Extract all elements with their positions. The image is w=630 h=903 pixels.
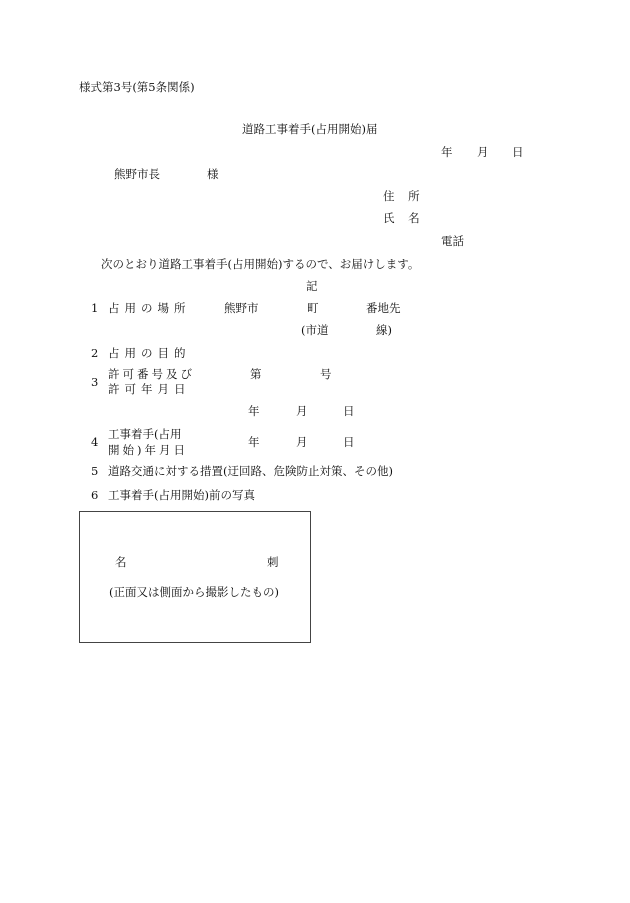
form-title: 道路工事着手(占用開始)届	[242, 122, 378, 136]
item1-banchi: 番地先	[366, 301, 401, 315]
form-number: 様式第3号(第5条関係)	[79, 80, 195, 94]
item2-number: 2	[91, 346, 99, 360]
date-month: 月	[477, 145, 489, 159]
item4-label-line2: 開始)年月日	[108, 443, 188, 457]
item4-number: 4	[91, 435, 99, 449]
item3-label-line1: 許可番号及び	[108, 367, 195, 381]
item2-label: 占用の目的	[108, 346, 191, 360]
statement-text: 次のとおり道路工事着手(占用開始)するので、お届けします。	[101, 257, 420, 271]
item3-day: 日	[343, 404, 355, 418]
applicant-name-label: 氏 名	[383, 211, 425, 225]
item3-label-line2: 許可年月日	[108, 382, 191, 396]
item4-label-line1: 工事着手(占用	[108, 427, 182, 441]
date-year: 年	[441, 145, 453, 159]
date-day: 日	[512, 145, 524, 159]
addressee-honorific: 様	[207, 167, 219, 181]
item1-road-open: (市道	[301, 323, 329, 337]
item3-go: 号	[320, 367, 332, 381]
item1-road-close: 線)	[376, 323, 392, 337]
addressee-mayor: 熊野市長	[114, 167, 160, 181]
item6-label: 工事着手(占用開始)前の写真	[108, 488, 255, 502]
item3-year: 年	[248, 404, 260, 418]
item4-month: 月	[296, 435, 308, 449]
item1-label: 占用の場所	[108, 301, 191, 315]
item3-dai: 第	[250, 367, 262, 381]
ki-label: 記	[306, 279, 318, 293]
photo-box	[79, 511, 311, 643]
item3-number: 3	[91, 375, 99, 389]
applicant-address-label: 住 所	[383, 189, 425, 203]
item5-label: 道路交通に対する措置(迂回路、危険防止対策、その他)	[108, 464, 393, 478]
item1-city: 熊野市	[224, 301, 259, 315]
item3-month: 月	[296, 404, 308, 418]
item4-day: 日	[343, 435, 355, 449]
item1-number: 1	[91, 301, 99, 315]
item4-year: 年	[248, 435, 260, 449]
applicant-phone-label: 電話	[441, 234, 464, 248]
item6-number: 6	[91, 488, 99, 502]
photo-box-mei: 名	[115, 555, 127, 569]
photo-box-han: 刺	[267, 555, 279, 569]
photo-box-note: (正面又は側面から撮影したもの)	[109, 585, 279, 599]
item1-town: 町	[307, 301, 319, 315]
item5-number: 5	[91, 464, 99, 478]
